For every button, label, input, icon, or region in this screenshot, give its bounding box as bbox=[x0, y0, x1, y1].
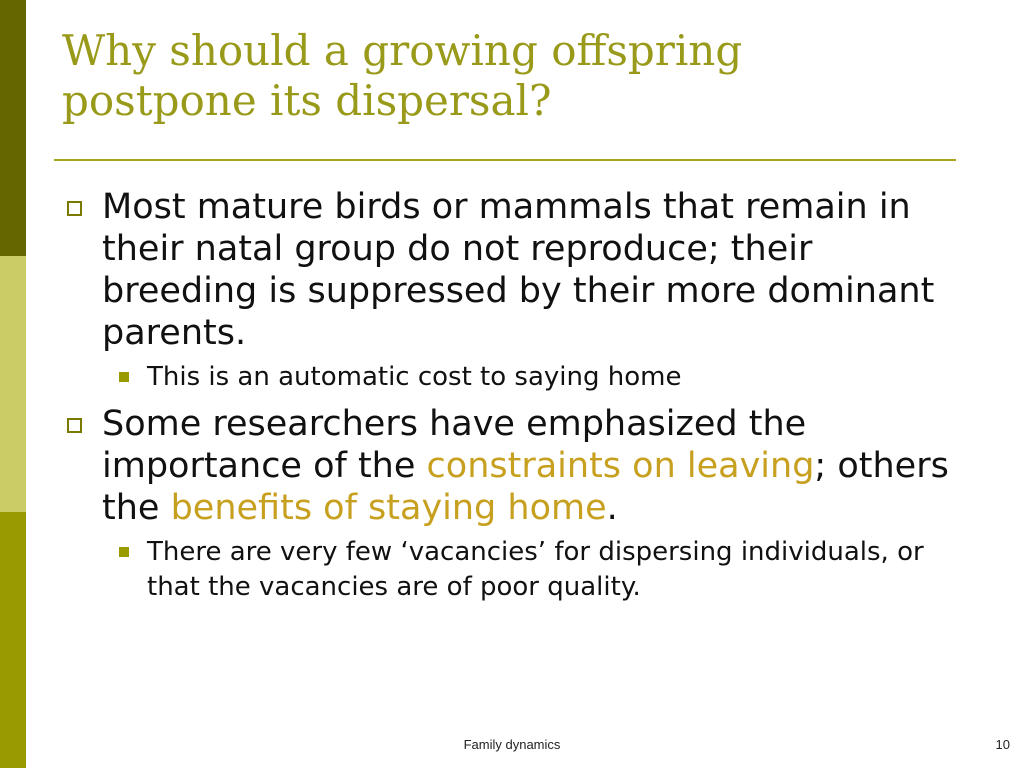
slide-title bbox=[62, 26, 962, 126]
bullet-item bbox=[62, 186, 962, 354]
bullet-item bbox=[62, 403, 962, 529]
sub-bullet-item bbox=[62, 535, 962, 605]
hollow-square-bullet-icon bbox=[67, 418, 82, 433]
bullet-text-part: . bbox=[606, 488, 618, 528]
bullet-text-part: ; others the bbox=[102, 446, 949, 528]
bullet-text-part: Some researchers have emphasized the importance of the bbox=[102, 404, 807, 486]
highlight-constraints: constraints on leaving bbox=[426, 446, 815, 486]
sidebar-band-top bbox=[0, 0, 26, 256]
highlight-benefits: benefits of staying home bbox=[170, 488, 607, 528]
title-divider bbox=[54, 159, 956, 161]
hollow-square-bullet-icon bbox=[67, 201, 82, 216]
slide-title-line2: postpone its dispersal? bbox=[62, 76, 552, 125]
sub-bullet-text: This is an automatic cost to saying home bbox=[147, 362, 682, 392]
slide-title-line1: Why should a growing offspring bbox=[62, 26, 743, 75]
sub-bullet-text: There are very few ‘vacancies’ for dispersing individuals, or that the vacancies are of poor quality. bbox=[147, 537, 924, 602]
sidebar-decoration bbox=[0, 0, 26, 768]
filled-square-bullet-icon bbox=[119, 372, 129, 382]
page-number: 10 bbox=[995, 737, 1010, 752]
filled-square-bullet-icon bbox=[119, 547, 129, 557]
sub-bullet-item bbox=[62, 360, 962, 395]
sidebar-band-middle bbox=[0, 256, 26, 512]
slide-body bbox=[62, 186, 962, 605]
footer-title: Family dynamics bbox=[463, 737, 561, 752]
sidebar-band-bottom bbox=[0, 512, 26, 768]
bullet-text: Most mature birds or mammals that remain in their natal group do not reproduce; their breeding is suppressed by their more dominant parents. bbox=[102, 187, 935, 353]
